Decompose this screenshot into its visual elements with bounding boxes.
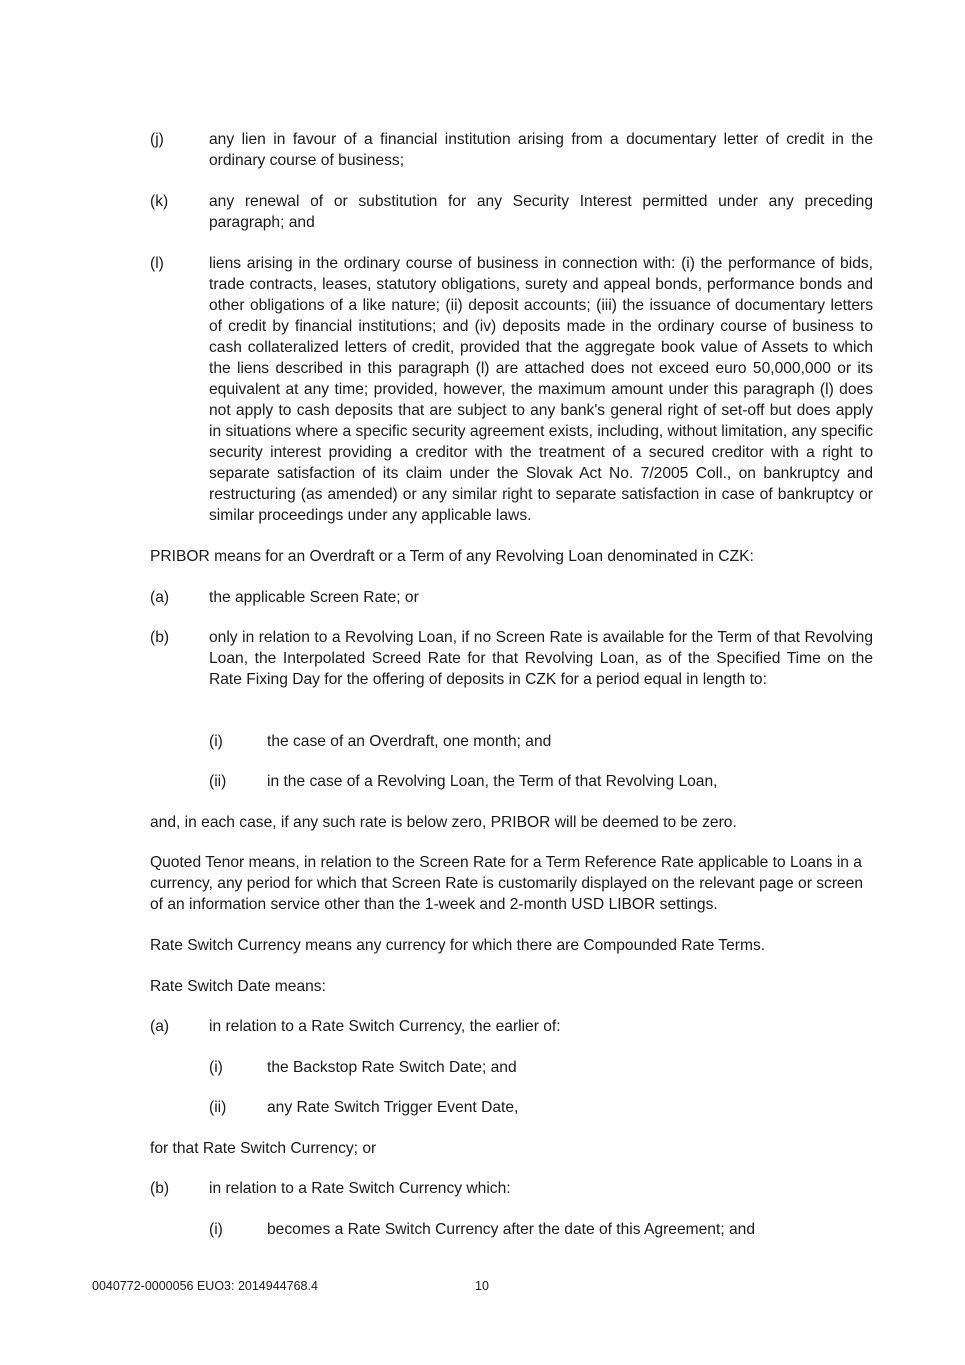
pribor-a-text: the applicable Screen Rate; or — [209, 589, 419, 606]
quoted-tenor-definition: Quoted Tenor means, in relation to the Screen Rate for a Term Reference Rate applicable to Loans in a currency, any period for which that Screen Rate is customarily displayed on the relevant page or screen of an information service other than the 1-week and 2-month USD LIBOR settings. — [150, 854, 864, 913]
pribor-b-ii-text: in the case of a Revolving Loan, the Term of that Revolving Loan, — [267, 773, 718, 790]
item-l-label: (l) — [150, 255, 164, 272]
rsd-for-that: for that Rate Switch Currency; or — [150, 1140, 377, 1157]
footer-page-number: 10 — [475, 1279, 489, 1293]
rsd-a-ii-text: any Rate Switch Trigger Event Date, — [267, 1099, 519, 1116]
rate-switch-date-definition: Rate Switch Date means: — [150, 978, 326, 995]
pribor-a-label: (a) — [150, 589, 170, 606]
pribor-b-i-label: (i) — [209, 733, 223, 750]
rsd-b-i-text: becomes a Rate Switch Currency after the date of this Agreement; and — [267, 1221, 755, 1238]
pribor-b-ii-label: (ii) — [209, 773, 227, 790]
pribor-closing: and, in each case, if any such rate is below zero, PRIBOR will be deemed to be zero. — [150, 814, 737, 831]
item-j-label: (j) — [150, 131, 164, 148]
rsd-a-ii-label: (ii) — [209, 1099, 227, 1116]
pribor-definition: PRIBOR means for an Overdraft or a Term of any Revolving Loan denominated in CZK: — [150, 548, 754, 565]
pribor-b-i-text: the case of an Overdraft, one month; and — [267, 733, 552, 750]
item-j-text: any lien in favour of a financial institution arising from a documentary letter of credit in the ordinary course of business; — [209, 131, 873, 169]
item-k-text: any renewal of or substitution for any Security Interest permitted under any preceding paragraph; and — [209, 193, 873, 231]
rsd-b-i-label: (i) — [209, 1221, 223, 1238]
pribor-b-label: (b) — [150, 629, 170, 646]
rsd-a-i-label: (i) — [209, 1059, 223, 1076]
rsd-a-i-text: the Backstop Rate Switch Date; and — [267, 1059, 517, 1076]
rsd-b-text: in relation to a Rate Switch Currency which: — [209, 1180, 511, 1197]
rsd-b-label: (b) — [150, 1180, 170, 1197]
rate-switch-currency-definition: Rate Switch Currency means any currency for which there are Compounded Rate Terms. — [150, 937, 766, 954]
item-k-label: (k) — [150, 193, 169, 210]
pribor-b-text: only in relation to a Revolving Loan, if no Screen Rate is available for the Term of that Revolving Loan, the Interpolated Screed Rate for that Revolving Loan, as of the Specified Time on the Rate Fixing Day for the offering of deposits in CZK for a period equal in length to: — [209, 629, 873, 688]
footer-doc-ref: 0040772-0000056 EUO3: 2014944768.4 — [92, 1279, 318, 1293]
item-l-text: liens arising in the ordinary course of business in connection with: (i) the performance of bids, trade contracts, leases, statutory obligations, surety and appeal bonds, performance bonds and other obligations of a like nature; (ii) deposit accounts; (iii) the issuance of documentary letters of credit by financial institutions; and (iv) deposits made in the ordinary course of business to cash collateralized letters of credit, provided that the aggregate book value of Assets to which the liens described in this paragraph (l) are attached does not exceed euro 50,000,000 or its equivalent at any time; provided, however, the maximum amount under this paragraph (l) does not apply to cash deposits that are subject to any bank's general right of set-off but does apply in situations where a specific security agreement exists, including, without limitation, any specific security interest providing a creditor with the treatment of a secured creditor with a right to separate satisfaction of its claim under the Slovak Act No. 7/2005 Coll., on bankruptcy and restructuring (as amended) or any similar right to separate satisfaction in case of bankruptcy or similar proceedings under any applicable laws. — [209, 255, 873, 524]
rsd-a-text: in relation to a Rate Switch Currency, the earlier of: — [209, 1018, 561, 1035]
rsd-a-label: (a) — [150, 1018, 170, 1035]
